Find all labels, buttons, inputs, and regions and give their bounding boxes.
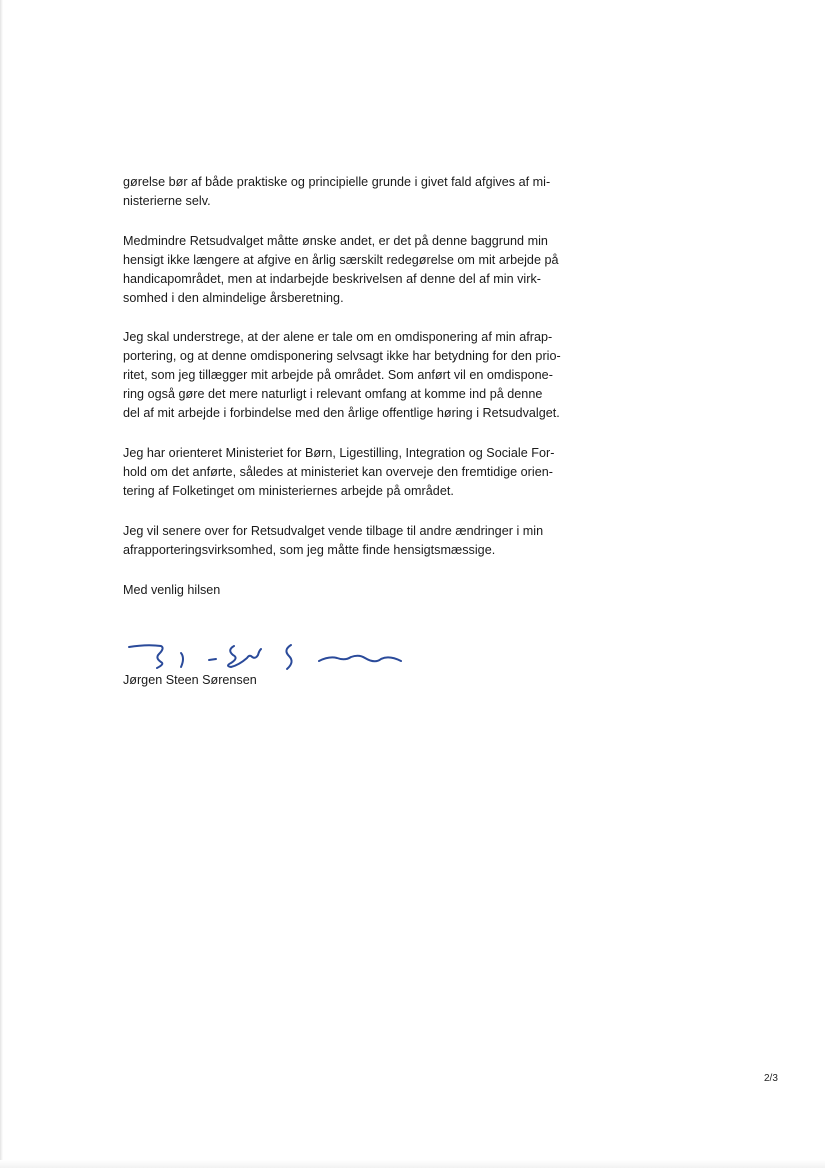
letter-body <box>123 173 593 599</box>
paragraph-annual-report: Medmindre Retsudvalget måtte ønske andet, er det på denne baggrund min hensigt ikke længere at afgive en årlig særskilt redegørelse om mit arbejde på handicapområdet, men at indarbejde beskrivelsen af denne del af min virk- somhed i den almindelige årsberetning. <box>123 233 559 305</box>
page-number: 2/3 <box>764 1073 778 1084</box>
closing-salutation: Med venlig hilsen <box>123 582 221 597</box>
signer-name: Jørgen Steen Sørensen <box>123 673 257 687</box>
scan-bottom-edge <box>0 1160 825 1168</box>
handwritten-signature <box>121 636 411 674</box>
scan-edge <box>0 0 3 1168</box>
paragraph-reallocation: Jeg skal understrege, at der alene er tale om en omdisponering af min afrap- portering, og at denne omdisponering selvsagt ikke har betydning for den prio- ritet, som jeg tillægger mit arbejde på området. Som anført vil en omdispone- ring også gøre det mere naturligt i relevant omfang at komme ind på denne del af mit arbejde i forbindelse med den årlige offentlige høring i Retsudvalget. <box>123 330 561 421</box>
paragraph-continuation: gørelse bør af både praktiske og principielle grunde i givet fald afgives af mi- nisterierne selv. <box>123 175 551 208</box>
paragraph-ministry: Jeg har orienteret Ministeriet for Børn, Ligestilling, Integration og Sociale For- hold om det anførte, således at ministeriet kan overveje den fremtidige orien- tering af Folketinget om ministeriernes arbejde på området. <box>123 445 555 498</box>
paragraph-future-changes: Jeg vil senere over for Retsudvalget vende tilbage til andre ændringer i min afrapporteringsvirksomhed, som jeg måtte finde hensigtsmæssige. <box>123 523 544 557</box>
